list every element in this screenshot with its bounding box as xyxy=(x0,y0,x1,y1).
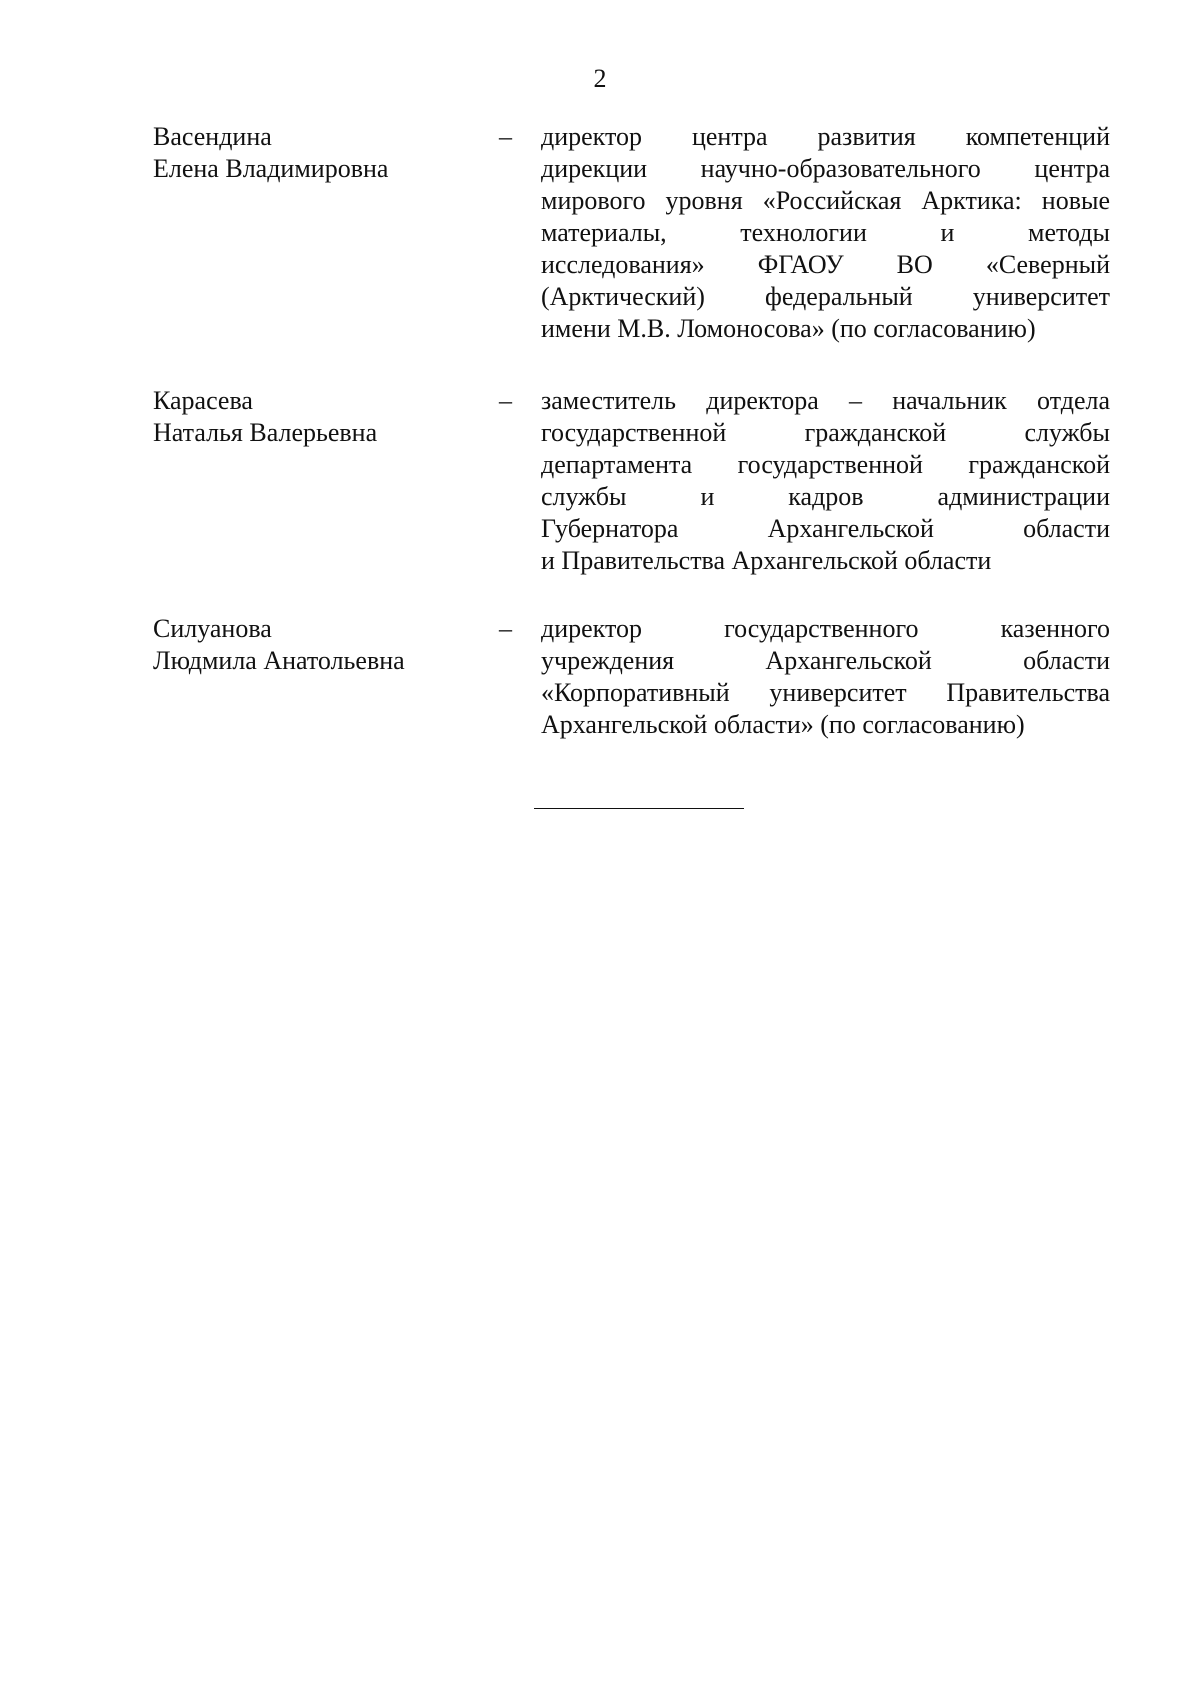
separator-dash: – xyxy=(499,614,512,643)
role-line: директор государственного казенного xyxy=(541,614,1110,643)
role-line: государственной гражданской службы xyxy=(541,418,1110,447)
member-role xyxy=(541,385,1110,577)
member-surname: Карасева xyxy=(153,386,253,415)
role-line: имени М.В. Ломоносова» (по согласованию) xyxy=(541,314,1036,343)
role-line: материалы, технологии и методы xyxy=(541,218,1110,247)
role-line: учреждения Архангельской области xyxy=(541,646,1110,675)
role-line: Архангельской области» (по согласованию) xyxy=(541,710,1025,739)
page-number: 2 xyxy=(593,64,607,93)
member-role xyxy=(541,613,1110,741)
member-surname: Васендина xyxy=(153,122,272,151)
member-given-names: Елена Владимировна xyxy=(153,154,389,183)
member-given-names: Наталья Валерьевна xyxy=(153,418,378,447)
role-line: (Арктический) федеральный университет xyxy=(541,282,1110,311)
role-line: заместитель директора – начальник отдела xyxy=(541,386,1110,415)
member-surname: Силуанова xyxy=(153,614,272,643)
role-line: службы и кадров администрации xyxy=(541,482,1110,511)
member-given-names: Людмила Анатольевна xyxy=(153,646,405,675)
role-line: «Корпоративный университет Правительства xyxy=(541,678,1110,707)
role-line: мирового уровня «Российская Арктика: новые xyxy=(541,186,1110,215)
role-line: исследования» ФГАОУ ВО «Северный xyxy=(541,250,1110,279)
member-name xyxy=(153,121,493,185)
member-role xyxy=(541,121,1110,345)
role-line: департамента государственной гражданской xyxy=(541,450,1110,479)
member-name xyxy=(153,385,493,449)
role-line: Губернатора Архангельской области xyxy=(541,514,1110,543)
role-line: дирекции научно-образовательного центра xyxy=(541,154,1110,183)
member-name xyxy=(153,613,493,677)
separator-dash: – xyxy=(499,386,512,415)
role-line: директор центра развития компетенций xyxy=(541,122,1110,151)
role-line: и Правительства Архангельской области xyxy=(541,546,992,575)
closing-divider-line xyxy=(534,808,744,809)
separator-dash: – xyxy=(499,122,512,151)
